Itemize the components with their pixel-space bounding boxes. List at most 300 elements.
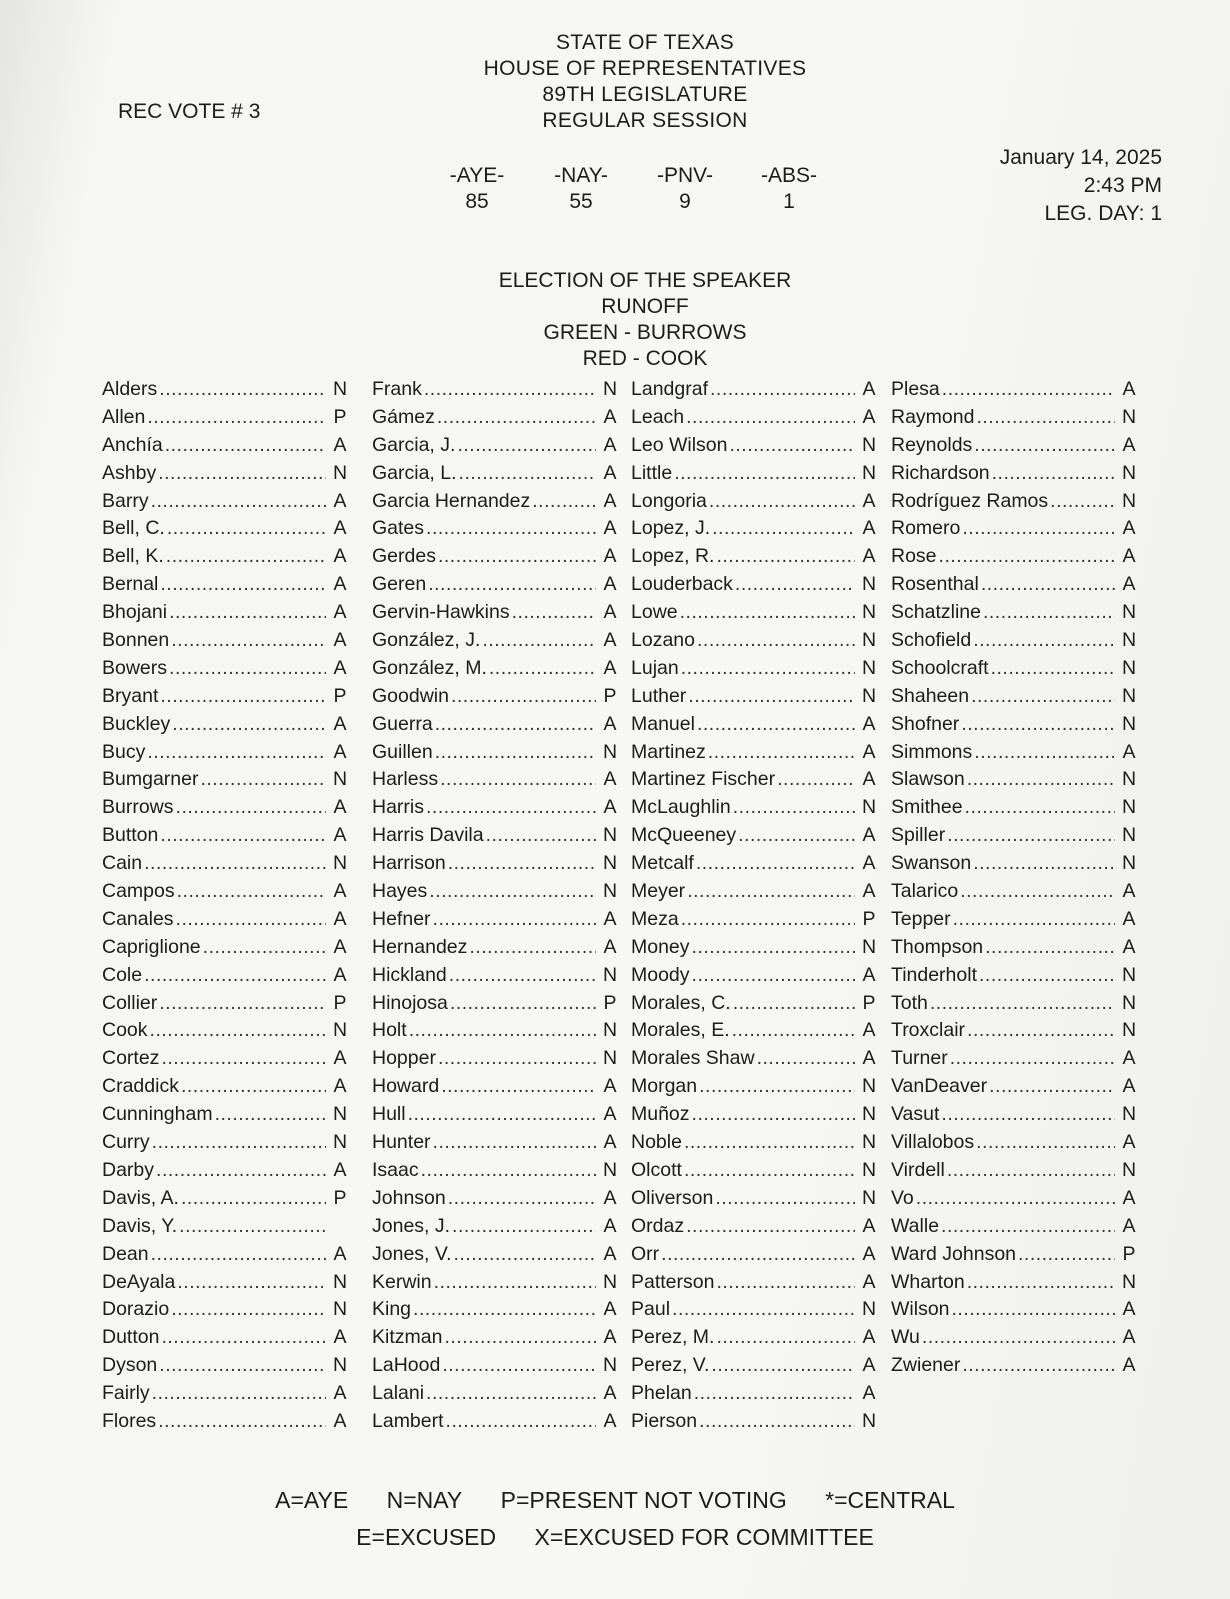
member-name: Gates <box>372 517 425 540</box>
member-vote: N <box>1121 1019 1137 1042</box>
member-vote: N <box>861 629 877 652</box>
member-row <box>631 657 881 685</box>
member-row <box>102 657 352 685</box>
member-name: Bucy <box>102 740 146 763</box>
dot-leader <box>446 1410 596 1433</box>
dot-leader <box>428 573 596 596</box>
member-vote: A <box>333 629 347 652</box>
member-vote: A <box>603 1298 617 1321</box>
member-row <box>631 1047 881 1075</box>
member-vote: A <box>603 1131 617 1154</box>
member-vote: A <box>862 768 876 791</box>
member-vote: A <box>862 1019 876 1042</box>
member-vote: A <box>862 1382 876 1405</box>
member-vote: N <box>332 1131 348 1154</box>
member-vote: N <box>861 1158 877 1181</box>
member-vote: N <box>332 852 348 875</box>
dot-leader <box>435 741 596 764</box>
member-vote: P <box>862 991 876 1014</box>
member-row <box>102 852 352 880</box>
member-name: Richardson <box>891 461 990 484</box>
header-state: STATE OF TEXAS <box>555 31 735 54</box>
member-row <box>372 1298 622 1326</box>
roll-column-3 <box>631 378 881 1438</box>
member-row <box>372 964 622 992</box>
member-name: Villalobos <box>891 1131 975 1154</box>
member-name: Harrison <box>372 852 446 875</box>
member-row <box>891 1159 1141 1187</box>
member-vote: N <box>861 573 877 596</box>
member-vote: N <box>1121 852 1137 875</box>
member-row <box>631 1019 881 1047</box>
member-row <box>631 741 881 769</box>
member-vote: A <box>862 1354 876 1377</box>
member-row <box>631 629 881 657</box>
member-name: Martinez Fischer <box>631 768 776 791</box>
member-vote: A <box>603 768 617 791</box>
dot-leader <box>434 1271 596 1294</box>
member-row <box>891 406 1141 434</box>
member-row <box>102 741 352 769</box>
election-line: RED - COOK <box>582 347 708 370</box>
dot-leader <box>181 1187 326 1210</box>
member-name: Rose <box>891 545 937 568</box>
member-vote: A <box>333 1409 347 1432</box>
member-name: Vasut <box>891 1103 940 1126</box>
dot-leader <box>716 1326 855 1349</box>
dot-leader <box>448 852 596 875</box>
member-row <box>891 490 1141 518</box>
header-session: REGULAR SESSION <box>542 109 748 132</box>
header-legislature: 89TH LEGISLATURE <box>542 83 748 106</box>
member-name: Walle <box>891 1214 940 1237</box>
dot-leader <box>177 1271 326 1294</box>
tally-label: -NAY- <box>554 164 608 187</box>
member-row <box>891 936 1141 964</box>
member-row <box>372 1131 622 1159</box>
member-vote: N <box>861 684 877 707</box>
member-name: Dyson <box>102 1354 158 1377</box>
member-vote: N <box>861 1103 877 1126</box>
member-vote: N <box>332 1019 348 1042</box>
document-header <box>430 30 860 134</box>
dot-leader <box>452 1215 596 1238</box>
member-name: Ward Johnson <box>891 1242 1017 1265</box>
member-vote: N <box>602 378 618 400</box>
dot-leader <box>150 1019 326 1042</box>
member-vote: A <box>862 1326 876 1349</box>
dot-leader <box>147 406 326 429</box>
roll-column-1 <box>102 378 352 1438</box>
member-name: Lalani <box>372 1382 425 1405</box>
member-vote: N <box>1121 489 1137 512</box>
member-row <box>372 434 622 462</box>
member-name: Garcia, L. <box>372 461 457 484</box>
dot-leader <box>161 1326 326 1349</box>
member-name: Curry <box>102 1131 150 1154</box>
dot-leader <box>144 964 326 987</box>
member-row <box>891 992 1141 1020</box>
member-vote: A <box>603 433 617 456</box>
dot-leader <box>694 1382 855 1405</box>
member-vote: N <box>602 1270 618 1293</box>
member-vote: A <box>603 601 617 624</box>
member-vote: A <box>1122 378 1136 400</box>
dot-leader <box>686 406 855 429</box>
member-name: Craddick <box>102 1075 179 1098</box>
roll-column-2 <box>372 378 622 1438</box>
member-name: Martinez <box>631 740 706 763</box>
member-name: Bowers <box>102 656 168 679</box>
member-name: Guerra <box>372 712 433 735</box>
dot-leader <box>681 657 855 680</box>
tally-aye <box>425 163 529 215</box>
member-name: McLaughlin <box>631 796 731 819</box>
member-name: Darby <box>102 1158 155 1181</box>
member-vote: N <box>861 433 877 456</box>
tally-label: -ABS- <box>760 164 817 187</box>
member-name: Cook <box>102 1019 148 1042</box>
member-vote: N <box>602 824 618 847</box>
dot-leader <box>171 1298 326 1321</box>
member-vote: P <box>603 991 617 1014</box>
dot-leader <box>735 573 855 596</box>
dot-leader <box>435 713 596 736</box>
member-row <box>372 992 622 1020</box>
member-name: Lopez, J. <box>631 517 711 540</box>
member-name: Johnson <box>372 1186 446 1209</box>
member-row <box>631 824 881 852</box>
member-name: Turner <box>891 1047 948 1070</box>
member-name: Jones, J. <box>372 1214 451 1237</box>
legend-item: A=AYE <box>275 1487 349 1513</box>
member-name: Lambert <box>372 1409 444 1432</box>
member-row <box>631 1103 881 1131</box>
member-row <box>891 796 1141 824</box>
member-vote: A <box>333 656 347 679</box>
member-vote: N <box>861 1131 877 1154</box>
member-row <box>891 852 1141 880</box>
member-vote: A <box>603 1214 617 1237</box>
dot-leader <box>433 1131 596 1154</box>
member-name: Jones, V. <box>372 1242 452 1265</box>
dot-leader <box>438 545 596 568</box>
member-vote: P <box>333 1186 347 1209</box>
member-name: Spiller <box>891 824 946 847</box>
dot-leader <box>172 713 326 736</box>
member-vote: A <box>862 405 876 428</box>
member-name: Tinderholt <box>891 963 977 986</box>
member-row <box>372 378 622 406</box>
member-row <box>631 1298 881 1326</box>
member-name: Rodríguez Ramos <box>891 489 1049 512</box>
member-name: Muñoz <box>631 1103 690 1126</box>
member-vote: P <box>333 684 347 707</box>
member-row <box>372 573 622 601</box>
member-name: Leach <box>631 405 685 428</box>
member-name: Wilson <box>891 1298 950 1321</box>
member-vote: N <box>1121 963 1137 986</box>
tally-pnv <box>633 163 737 215</box>
dot-leader <box>215 1103 326 1126</box>
member-vote: A <box>333 545 347 568</box>
dot-leader <box>482 629 596 652</box>
dot-leader <box>962 1354 1115 1377</box>
member-vote: A <box>333 824 347 847</box>
dot-leader <box>967 1271 1115 1294</box>
member-row <box>102 1326 352 1354</box>
dot-leader <box>181 1075 326 1098</box>
member-row <box>891 1215 1141 1243</box>
member-row <box>372 713 622 741</box>
dot-leader <box>941 1215 1115 1238</box>
dot-leader <box>974 434 1115 457</box>
member-vote: A <box>603 1075 617 1098</box>
member-vote: A <box>862 880 876 903</box>
member-row <box>631 713 881 741</box>
dot-leader <box>711 1354 855 1377</box>
member-name: Metcalf <box>631 852 694 875</box>
member-name: Orr <box>631 1242 660 1265</box>
member-name: Cortez <box>102 1047 160 1070</box>
dot-leader <box>922 1326 1115 1349</box>
member-row <box>102 880 352 908</box>
member-row <box>102 1215 352 1243</box>
member-vote: A <box>333 1075 347 1098</box>
member-name: Gámez <box>372 405 435 428</box>
member-row <box>631 1382 881 1410</box>
member-row <box>891 964 1141 992</box>
member-vote: A <box>1122 573 1136 596</box>
dot-leader <box>716 545 855 568</box>
member-vote: A <box>603 1409 617 1432</box>
dot-leader <box>688 685 855 708</box>
legend-line-1 <box>0 1487 1230 1514</box>
member-vote: N <box>861 1186 877 1209</box>
member-vote: N <box>332 1103 348 1126</box>
legend-item: P=PRESENT NOT VOTING <box>500 1487 787 1513</box>
member-vote: A <box>603 1186 617 1209</box>
dot-leader <box>433 908 596 931</box>
member-name: DeAyala <box>102 1270 176 1293</box>
member-row <box>372 768 622 796</box>
dot-leader <box>200 768 326 791</box>
member-vote: N <box>861 601 877 624</box>
member-row <box>102 936 352 964</box>
dot-leader <box>729 434 855 457</box>
member-row <box>102 1019 352 1047</box>
member-vote: N <box>602 740 618 763</box>
dot-leader <box>426 1382 596 1405</box>
member-vote: A <box>333 517 347 540</box>
tally-label: -PNV- <box>656 164 713 187</box>
member-vote: N <box>861 656 877 679</box>
dot-leader <box>687 880 855 903</box>
member-row <box>631 908 881 936</box>
dot-leader <box>684 1131 855 1154</box>
member-name: Geren <box>372 573 427 596</box>
dot-leader <box>697 629 855 652</box>
member-vote: A <box>862 1270 876 1293</box>
member-row <box>891 880 1141 908</box>
member-name: Lozano <box>631 629 695 652</box>
dot-leader <box>152 1382 326 1405</box>
dot-leader <box>965 796 1115 819</box>
member-vote: A <box>603 405 617 428</box>
member-vote: N <box>332 461 348 484</box>
member-name: Dutton <box>102 1326 160 1349</box>
member-row <box>631 1075 881 1103</box>
member-vote: A <box>862 545 876 568</box>
dot-leader <box>973 629 1115 652</box>
dot-leader <box>177 880 326 903</box>
member-name: Thompson <box>891 935 984 958</box>
roll-column-4 <box>891 378 1141 1382</box>
member-row <box>372 1410 622 1438</box>
election-line: ELECTION OF THE SPEAKER <box>498 269 792 292</box>
member-vote: A <box>603 796 617 819</box>
dot-leader <box>681 908 855 931</box>
member-vote: A <box>603 1103 617 1126</box>
dot-leader <box>974 741 1115 764</box>
member-row <box>891 908 1141 936</box>
member-name: Phelan <box>631 1382 692 1405</box>
member-vote: N <box>1121 1103 1137 1126</box>
member-name: Button <box>102 824 159 847</box>
member-name: Bonnen <box>102 629 170 652</box>
member-name: Lopez, R. <box>631 545 715 568</box>
member-vote: A <box>333 1158 347 1181</box>
member-vote: N <box>602 963 618 986</box>
member-row <box>372 1271 622 1299</box>
dot-leader <box>697 713 855 736</box>
dot-leader <box>941 1103 1115 1126</box>
dot-leader <box>176 796 326 819</box>
member-name: Luther <box>631 684 687 707</box>
member-vote: P <box>862 907 876 930</box>
member-row <box>891 462 1141 490</box>
dot-leader <box>160 573 326 596</box>
member-name: Hickland <box>372 963 447 986</box>
dot-leader <box>454 1243 596 1266</box>
member-row <box>891 713 1141 741</box>
member-row <box>102 517 352 545</box>
dot-leader <box>953 908 1115 931</box>
member-row <box>102 490 352 518</box>
member-vote: A <box>333 1326 347 1349</box>
member-vote: A <box>333 1242 347 1265</box>
member-name: Isaac <box>372 1158 419 1181</box>
member-row <box>891 601 1141 629</box>
dot-leader <box>512 601 596 624</box>
member-vote: N <box>861 1075 877 1098</box>
member-vote: A <box>603 712 617 735</box>
dot-leader <box>449 964 596 987</box>
member-name: Slawson <box>891 768 965 791</box>
member-vote: A <box>603 461 617 484</box>
member-row <box>631 517 881 545</box>
member-vote: A <box>862 852 876 875</box>
dot-leader <box>165 434 326 457</box>
member-vote: A <box>1122 1214 1136 1237</box>
dot-leader <box>161 1047 326 1070</box>
member-name: McQueeney <box>631 824 737 847</box>
member-vote: A <box>603 517 617 540</box>
dot-leader <box>979 964 1115 987</box>
member-row <box>102 1243 352 1271</box>
member-name: Morales, C. <box>631 991 731 1014</box>
member-row <box>891 378 1141 406</box>
member-vote: A <box>603 545 617 568</box>
member-row <box>102 1382 352 1410</box>
member-vote: N <box>602 880 618 903</box>
member-row <box>102 629 352 657</box>
dot-leader <box>429 880 596 903</box>
member-name: Bryant <box>102 684 159 707</box>
member-name: Howard <box>372 1075 440 1098</box>
member-vote: N <box>332 768 348 791</box>
member-name: Money <box>631 935 690 958</box>
member-vote: N <box>332 378 348 400</box>
dot-leader <box>176 908 326 931</box>
member-vote: N <box>1121 656 1137 679</box>
member-row <box>631 378 881 406</box>
member-row <box>102 964 352 992</box>
member-row <box>372 545 622 573</box>
dot-leader <box>684 1159 855 1182</box>
dot-leader <box>991 657 1115 680</box>
member-name: Meza <box>631 907 679 930</box>
member-row <box>631 406 881 434</box>
dot-leader <box>732 1019 855 1042</box>
legislative-day: LEG. DAY: 1 <box>1044 202 1162 225</box>
member-vote: A <box>603 1326 617 1349</box>
member-row <box>372 1187 622 1215</box>
dot-leader <box>169 601 326 624</box>
member-row <box>372 462 622 490</box>
dot-leader <box>930 992 1115 1015</box>
member-vote: A <box>862 824 876 847</box>
member-name: Hefner <box>372 907 431 930</box>
member-row <box>372 1326 622 1354</box>
member-row <box>372 1354 622 1382</box>
member-vote: A <box>333 1047 347 1070</box>
dot-leader <box>442 1354 596 1377</box>
member-row <box>631 1354 881 1382</box>
member-row <box>372 1159 622 1187</box>
member-row <box>631 1187 881 1215</box>
member-row <box>372 741 622 769</box>
member-row <box>372 517 622 545</box>
dot-leader <box>710 378 855 401</box>
member-name: Fairly <box>102 1382 150 1405</box>
member-vote: N <box>1121 684 1137 707</box>
dot-leader <box>167 517 326 540</box>
dot-leader <box>440 768 596 791</box>
member-vote: A <box>603 629 617 652</box>
member-row <box>631 1410 881 1438</box>
member-name: Lowe <box>631 601 678 624</box>
member-vote: A <box>1122 1298 1136 1321</box>
member-row <box>102 1298 352 1326</box>
member-row <box>372 1019 622 1047</box>
member-row <box>372 657 622 685</box>
member-row <box>631 434 881 462</box>
member-row <box>102 1075 352 1103</box>
election-line: GREEN - BURROWS <box>543 321 747 344</box>
dot-leader <box>942 378 1115 401</box>
record-vote-number: REC VOTE # 3 <box>118 100 261 123</box>
